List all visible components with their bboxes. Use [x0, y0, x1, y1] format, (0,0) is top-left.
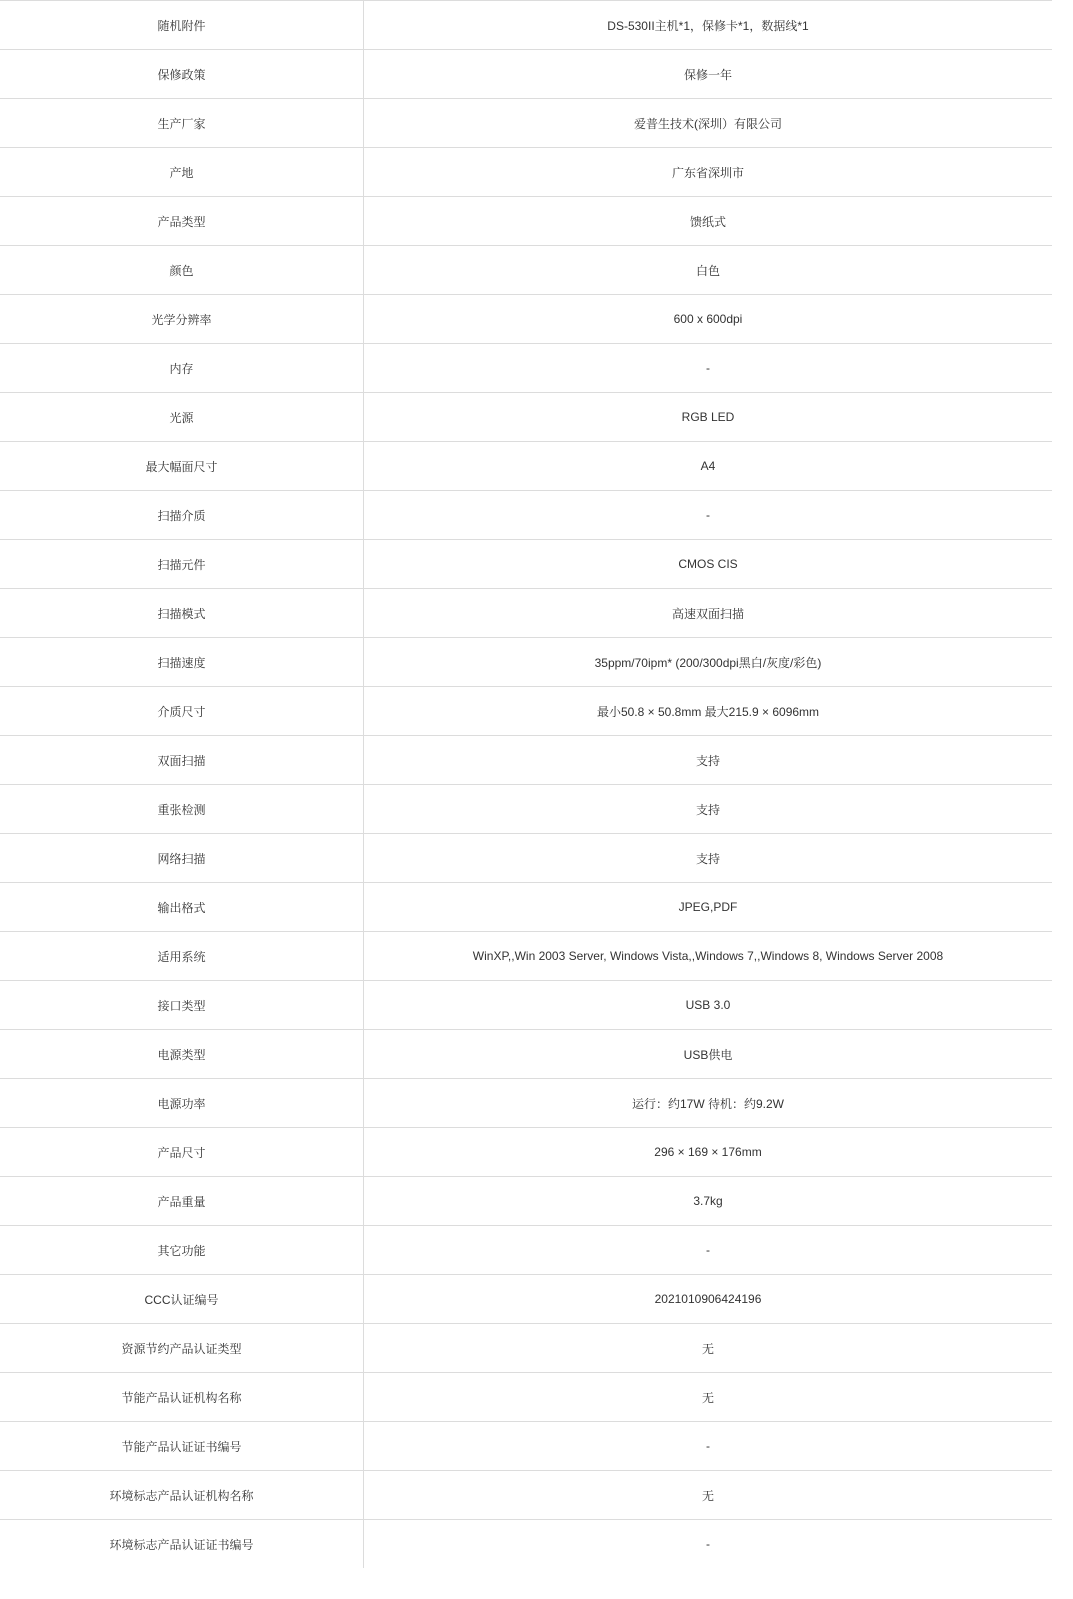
- spec-row: [0, 1422, 1052, 1471]
- spec-value: 35ppm/70ipm* (200/300dpi黑白/灰度/彩色): [364, 638, 1053, 687]
- spec-label: 内存: [0, 344, 364, 393]
- spec-value: 支持: [364, 834, 1053, 883]
- spec-row: [0, 981, 1052, 1030]
- spec-value: -: [364, 344, 1053, 393]
- spec-label: 其它功能: [0, 1226, 364, 1275]
- spec-label: 输出格式: [0, 883, 364, 932]
- spec-label: 光学分辨率: [0, 295, 364, 344]
- spec-row: [0, 197, 1052, 246]
- spec-label: 扫描模式: [0, 589, 364, 638]
- spec-row: [0, 1226, 1052, 1275]
- spec-row: [0, 834, 1052, 883]
- spec-value: CMOS CIS: [364, 540, 1053, 589]
- spec-value: USB供电: [364, 1030, 1053, 1079]
- spec-value: 白色: [364, 246, 1053, 295]
- spec-row: [0, 393, 1052, 442]
- spec-label: 最大幅面尺寸: [0, 442, 364, 491]
- spec-row: [0, 442, 1052, 491]
- spec-label: 随机附件: [0, 1, 364, 50]
- spec-row: [0, 99, 1052, 148]
- spec-value: RGB LED: [364, 393, 1053, 442]
- spec-row: [0, 491, 1052, 540]
- spec-value: 600 x 600dpi: [364, 295, 1053, 344]
- spec-value: 馈纸式: [364, 197, 1053, 246]
- spec-value: 爱普生技术(深圳）有限公司: [364, 99, 1053, 148]
- spec-label: 生产厂家: [0, 99, 364, 148]
- spec-label: 节能产品认证机构名称: [0, 1373, 364, 1422]
- spec-row: [0, 1324, 1052, 1373]
- spec-row: [0, 540, 1052, 589]
- spec-row: [0, 1079, 1052, 1128]
- spec-row: [0, 883, 1052, 932]
- spec-value: 支持: [364, 736, 1053, 785]
- spec-row: [0, 736, 1052, 785]
- spec-label: 电源功率: [0, 1079, 364, 1128]
- spec-label: 资源节约产品认证类型: [0, 1324, 364, 1373]
- spec-value: JPEG,PDF: [364, 883, 1053, 932]
- spec-value: 无: [364, 1471, 1053, 1520]
- spec-label: 网络扫描: [0, 834, 364, 883]
- spec-value: 支持: [364, 785, 1053, 834]
- spec-label: 产品重量: [0, 1177, 364, 1226]
- spec-label: 适用系统: [0, 932, 364, 981]
- spec-label: 产品尺寸: [0, 1128, 364, 1177]
- spec-row: [0, 785, 1052, 834]
- spec-row: [0, 1, 1052, 50]
- spec-value: -: [364, 1422, 1053, 1471]
- spec-value: 3.7kg: [364, 1177, 1053, 1226]
- spec-label: 光源: [0, 393, 364, 442]
- spec-label: 接口类型: [0, 981, 364, 1030]
- spec-label: CCC认证编号: [0, 1275, 364, 1324]
- spec-label: 电源类型: [0, 1030, 364, 1079]
- spec-value: DS-530II主机*1，保修卡*1，数据线*1: [364, 1, 1053, 50]
- spec-value: 296 × 169 × 176mm: [364, 1128, 1053, 1177]
- spec-row: [0, 246, 1052, 295]
- spec-label: 产地: [0, 148, 364, 197]
- spec-label: 环境标志产品认证机构名称: [0, 1471, 364, 1520]
- spec-value: 广东省深圳市: [364, 148, 1053, 197]
- spec-label: 保修政策: [0, 50, 364, 99]
- spec-value: -: [364, 1520, 1053, 1569]
- spec-row: [0, 638, 1052, 687]
- spec-label: 扫描元件: [0, 540, 364, 589]
- spec-value: 最小50.8 × 50.8mm 最大215.9 × 6096mm: [364, 687, 1053, 736]
- spec-row: [0, 1177, 1052, 1226]
- spec-row: [0, 932, 1052, 981]
- spec-label: 扫描速度: [0, 638, 364, 687]
- spec-value: USB 3.0: [364, 981, 1053, 1030]
- spec-value: 高速双面扫描: [364, 589, 1053, 638]
- spec-row: [0, 1128, 1052, 1177]
- spec-row: [0, 589, 1052, 638]
- spec-row: [0, 50, 1052, 99]
- spec-value: -: [364, 491, 1053, 540]
- spec-row: [0, 344, 1052, 393]
- spec-row: [0, 1030, 1052, 1079]
- spec-value: WinXP,,Win 2003 Server, Windows Vista,,Windows 7,,Windows 8, Windows Server 2008: [364, 932, 1053, 981]
- spec-label: 产品类型: [0, 197, 364, 246]
- spec-label: 介质尺寸: [0, 687, 364, 736]
- spec-row: [0, 1373, 1052, 1422]
- spec-table-body: [0, 1, 1052, 1569]
- spec-label: 环境标志产品认证证书编号: [0, 1520, 364, 1569]
- spec-label: 双面扫描: [0, 736, 364, 785]
- spec-value: 无: [364, 1324, 1053, 1373]
- spec-row: [0, 1275, 1052, 1324]
- spec-label: 节能产品认证证书编号: [0, 1422, 364, 1471]
- spec-value: A4: [364, 442, 1053, 491]
- spec-label: 颜色: [0, 246, 364, 295]
- spec-row: [0, 1471, 1052, 1520]
- spec-label: 重张检测: [0, 785, 364, 834]
- spec-row: [0, 1520, 1052, 1569]
- spec-value: 无: [364, 1373, 1053, 1422]
- spec-value: 运行：约17W 待机：约9.2W: [364, 1079, 1053, 1128]
- spec-value: 2021010906424196: [364, 1275, 1053, 1324]
- spec-row: [0, 148, 1052, 197]
- spec-row: [0, 687, 1052, 736]
- spec-row: [0, 295, 1052, 344]
- spec-value: 保修一年: [364, 50, 1053, 99]
- spec-value: -: [364, 1226, 1053, 1275]
- spec-label: 扫描介质: [0, 491, 364, 540]
